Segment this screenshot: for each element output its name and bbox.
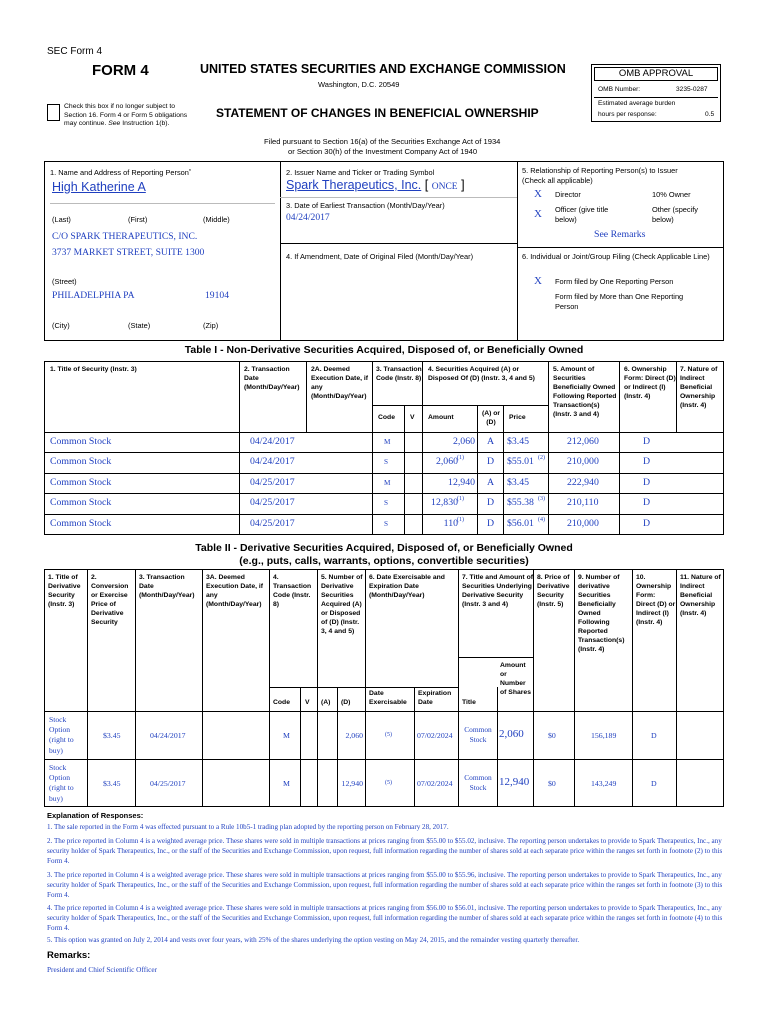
derivatives-owned: 156,189 (591, 731, 617, 740)
transaction-code: S (384, 520, 388, 528)
omb-hours-label: hours per response: (598, 111, 657, 118)
conversion-price: $3.45 (103, 731, 121, 740)
price: $55.01 (507, 456, 534, 467)
t2-a: (A) (321, 699, 331, 706)
disposed-amount: 2,060 (345, 731, 363, 740)
derivative-price: $0 (548, 779, 556, 788)
underlying-title: Common Stock (464, 725, 492, 744)
director-mark[interactable]: X (534, 188, 542, 200)
date-exercisable: (5) (385, 780, 392, 786)
t2-d: (D) (341, 699, 351, 706)
officer-mark[interactable]: X (534, 208, 542, 220)
street-label: (Street) (52, 277, 77, 286)
underlying-amount: 2,060 (499, 728, 524, 740)
security-title: Common Stock (50, 497, 112, 508)
security-title: Common Stock (50, 518, 112, 529)
address-line-1: C/O SPARK THERAPEUTICS, INC. (52, 231, 198, 242)
ownership-form: D (643, 456, 651, 467)
security-title: Common Stock (50, 456, 112, 467)
reporter-label (50, 168, 191, 178)
table2-title-1: Table II - Derivative Securities Acquired, Disposed of, or Beneficially Owned (195, 542, 573, 554)
price: $55.38 (507, 497, 534, 508)
t2-h9: 9. Number of derivative Securities Beneficially Owned Following Reported Transaction(s) (Instr. 4) (578, 574, 625, 653)
t1-price: Price (509, 414, 526, 421)
no-longer-subject-checkbox[interactable] (47, 104, 60, 121)
t1-v: V (410, 414, 415, 421)
checkbox-instructions (64, 103, 194, 129)
transaction-code: S (384, 499, 388, 507)
issuer-name[interactable]: Spark Therapeutics, Inc. (286, 178, 422, 192)
zip-label: (Zip) (203, 321, 219, 330)
other-label: Other (specify below) (652, 205, 699, 224)
expiration-date: 07/02/2024 (417, 779, 453, 788)
t2-h7: 7. Title and Amount of Securities Underlying Derivative Security (Instr. 3 and 4) (462, 574, 533, 608)
t2-date-ex: Date Exercisable (369, 690, 407, 706)
ownership-form: D (643, 518, 651, 529)
disposed-amount: 12,940 (341, 779, 363, 788)
t1-h5: 5. Amount of Securities Beneficially Owned Following Reported Transaction(s) (Instr. 3 and 4) (553, 366, 617, 418)
transaction-date: 04/24/2017 (150, 731, 186, 740)
expiration-date: 07/02/2024 (417, 731, 453, 740)
officer-label: Officer (give title below) (555, 205, 609, 224)
acquired-disposed: A (487, 436, 495, 447)
t2-h10: 10. Ownership Form: Direct (D) or Indirect (I) (Instr. 4) (636, 574, 676, 626)
transaction-date: 04/25/2017 (250, 518, 295, 529)
see-remarks: See Remarks (594, 229, 646, 240)
t2-code: Code (273, 699, 290, 706)
commission-title: UNITED STATES SECURITIES AND EXCHANGE COMMISSION (200, 62, 566, 76)
last-label: (Last) (52, 215, 71, 224)
remarks-text: President and Chief Scientific Officer (47, 965, 158, 974)
price: $3.45 (507, 436, 530, 447)
statement-title: STATEMENT OF CHANGES IN BENEFICIAL OWNERSHIP (216, 106, 539, 120)
more-persons-label: Form filed by More than One Reporting Person (555, 292, 684, 311)
acquired-disposed: D (487, 456, 495, 467)
acquired-disposed: D (487, 518, 495, 529)
derivative-title: Stock Option (right to buy) (49, 715, 74, 755)
t1-h7: 7. Nature of Indirect Beneficial Ownership (Instr. 4) (680, 366, 718, 409)
t2-h11: 11. Nature of Indirect Beneficial Ownership (Instr. 4) (680, 574, 721, 617)
t2-h3: 3. Transaction Date (Month/Day/Year) (139, 574, 195, 599)
omb-number-value: 3235-0287 (676, 86, 708, 93)
price: $56.01 (507, 518, 534, 529)
underlying-amount: 12,940 (499, 776, 530, 788)
earliest-date-label: 3. Date of Earliest Transaction (Month/Day/Year) (286, 201, 445, 210)
checkbox-text: Check this box if no longer subject to Section 16. Form 4 or Form 5 obligations may continue. (64, 103, 188, 128)
ten-percent-owner-label: 10% Owner (652, 190, 691, 199)
director-label: Director (555, 190, 581, 199)
t2-exp: Expiration Date (418, 690, 452, 706)
footnote: 3. The price reported in Column 4 is a weighted average price. These shares were sold in multiple transactions at prices ranging from $55.00 to $55.96, inclusive. The reporting person undertakes to provide to Spark Therapeutics, Inc., any security holder of Spark Therapeutics, Inc., or the staff of the Securities and Exchange Commission, upon request, full information regarding the number of shares sold at each separate price within the ranges set forth in footnote (3) to this Form 4. (47, 871, 723, 899)
date-exercisable: (5) (385, 732, 392, 738)
footnote: 1. The sale reported in the Form 4 was effected pursuant to a Rule 10b5-1 trading plan adopted by the reporting person on February 28, 2017. (47, 823, 449, 831)
ownership-form: D (651, 779, 657, 788)
owned-after: 210,110 (567, 497, 599, 508)
transaction-date: 04/25/2017 (250, 477, 295, 488)
filed-line-1: Filed pursuant to Section 16(a) of the Securities Exchange Act of 1934 (264, 137, 501, 146)
first-label: (First) (128, 215, 148, 224)
owned-after: 210,000 (567, 456, 599, 467)
middle-label: (Middle) (203, 215, 230, 224)
t1-aord: (A) or (D) (481, 410, 501, 426)
reporter-name[interactable]: High Katherine A (52, 180, 146, 194)
amount-footnote: (1) (457, 455, 464, 461)
transaction-date: 04/25/2017 (250, 497, 295, 508)
footnote: 2. The price reported in Column 4 is a weighted average price. These shares were sold in multiple transactions at prices ranging from $55.00 to $55.02, inclusive. The reporting person undertakes to provide to Spark Therapeutics, Inc., any security holder of Spark Therapeutics, Inc., or the staff of the Securities and Exchange Commission, upon request, full information regarding the number of shares sold at each separate price within the ranges set forth in footnote (2) to this Form 4. (47, 837, 723, 865)
ticker-bracket-close: ] (461, 178, 465, 192)
commission-city: Washington, D.C. 20549 (318, 80, 400, 89)
form-title: FORM 4 (92, 62, 149, 79)
t2-amt-col: Amount or Number of Shares (500, 662, 531, 696)
t2-h4: 4. Transaction Code (Instr. 8) (273, 574, 312, 608)
security-title: Common Stock (50, 436, 112, 447)
t2-h6: 6. Date Exercisable and Expiration Date (Month/Day/Year) (369, 574, 445, 599)
t2-title-col: Title (462, 699, 476, 706)
state-label: (State) (128, 321, 151, 330)
t2-h1: 1. Title of Derivative Security (Instr. 3) (48, 574, 81, 608)
reporter-star: * (188, 169, 191, 175)
t1-h4: 4. Securities Acquired (A) or Disposed Of (D) (Instr. 3, 4 and 5) (428, 366, 535, 382)
issuer-label: 2. Issuer Name and Ticker or Trading Symbol (286, 168, 435, 177)
derivative-price: $0 (548, 731, 556, 740)
transaction-date: 04/25/2017 (150, 779, 186, 788)
acquired-disposed: D (487, 497, 495, 508)
t2-h3a: 3A. Deemed Execution Date, if any (Month/Day/Year) (206, 574, 264, 608)
issuer-line (286, 178, 465, 192)
checkbox-instr: Instruction 1(b). (122, 120, 170, 128)
ticker: ONCE (431, 182, 458, 192)
table1 (44, 361, 724, 535)
transaction-code: M (283, 779, 290, 788)
ownership-form: D (643, 436, 651, 447)
t2-v: V (305, 699, 310, 706)
explanation-title: Explanation of Responses: (47, 811, 144, 820)
filed-line-2: or Section 30(h) of the Investment Company Act of 1940 (288, 147, 478, 156)
t2-h5: 5. Number of Derivative Securities Acquired (A) or Disposed of (D) (Instr. 3, 4 and 5) (321, 574, 363, 635)
ticker-bracket-open: [ (424, 178, 429, 192)
amount: 2,060 (452, 436, 475, 447)
city-label: (City) (52, 321, 70, 330)
reporter-label-text: 1. Name and Address of Reporting Person (50, 168, 189, 177)
ownership-form: D (651, 731, 657, 740)
t1-h3: 3. Transaction Code (Instr. 8) (376, 366, 422, 382)
t2-h8: 8. Price of Derivative Security (Instr. 5) (537, 574, 570, 608)
acquired-disposed: A (487, 477, 495, 488)
transaction-code: M (384, 438, 391, 446)
amount-footnote: (1) (457, 517, 464, 523)
footnote: 5. This option was granted on July 2, 2014 and vests over four years, with 25% of the shares underlying the option vesting on May 24, 2015, and the remainder vesting quarterly thereafter. (47, 936, 580, 944)
t1-h2a: 2A. Deemed Execution Date, if any (Month/Day/Year) (311, 366, 369, 400)
transaction-code: M (283, 731, 290, 740)
transaction-code: M (384, 479, 391, 487)
transaction-code: S (384, 458, 388, 466)
security-title: Common Stock (50, 477, 112, 488)
price-footnote: (2) (538, 455, 545, 461)
omb-number-label: OMB Number: (598, 86, 641, 93)
amount: 12,940 (448, 477, 475, 488)
t1-h2: 2. Transaction Date (Month/Day/Year) (244, 366, 300, 391)
t2-h2: 2. Conversion or Exercise Price of Derivative Security (91, 574, 129, 626)
underlying-title: Common Stock (464, 773, 492, 792)
footnote: 4. The price reported in Column 4 is a weighted average price. These shares were sold in multiple transactions at prices ranging from $56.00 to $56.01, inclusive. The reporting person undertakes to provide to Spark Therapeutics, Inc., any security holder of Spark Therapeutics, Inc., or the staff of the Securities and Exchange Commission, upon request, full information regarding the number of shares sold at each separate price within the ranges set forth in footnote (4) to this Form 4. (47, 904, 723, 932)
ownership-form: D (643, 477, 651, 488)
omb-title: OMB APPROVAL (618, 68, 694, 79)
amount: 2,060 (435, 456, 458, 467)
zip-value: 19104 (205, 290, 229, 301)
derivatives-owned: 143,249 (591, 779, 617, 788)
derivative-title: Stock Option (right to buy) (49, 763, 74, 803)
checkbox-see: See (108, 120, 121, 128)
t1-amount: Amount (428, 414, 454, 421)
amount: 12,830 (431, 497, 458, 508)
price-footnote: (4) (538, 517, 545, 523)
amount-footnote: (1) (457, 496, 464, 502)
table1-title: Table I - Non-Derivative Securities Acquired, Disposed of, or Beneficially Owned (184, 344, 584, 356)
table2-title (44, 542, 724, 567)
sec-form-label: SEC Form 4 (47, 46, 103, 57)
transaction-date: 04/24/2017 (250, 436, 295, 447)
t1-h6: 6. Ownership Form: Direct (D) or Indirect (I) (Instr. 4) (624, 366, 676, 400)
address-line-2: 3737 MARKET STREET, SUITE 1300 (52, 247, 205, 258)
owned-after: 212,060 (567, 436, 599, 447)
price-footnote: (3) (538, 496, 545, 502)
one-person-mark[interactable]: X (534, 275, 542, 287)
relationship-sub: (Check all applicable) (522, 176, 593, 185)
one-person-label: Form filed by One Reporting Person (555, 277, 674, 286)
owned-after: 222,940 (567, 477, 599, 488)
table2-title-2: (e.g., puts, calls, warrants, options, convertible securities) (239, 554, 529, 567)
omb-burden-label: Estimated average burden (598, 100, 676, 107)
ownership-form: D (643, 497, 651, 508)
city-value: PHILADELPHIA PA (52, 290, 135, 301)
relationship-label: 5. Relationship of Reporting Person(s) to Issuer (522, 166, 678, 175)
transaction-date: 04/24/2017 (250, 456, 295, 467)
amount: 110 (443, 518, 458, 529)
omb-hours-value: 0.5 (705, 111, 715, 118)
remarks-title: Remarks: (47, 950, 91, 961)
conversion-price: $3.45 (103, 779, 121, 788)
earliest-date-value: 04/24/2017 (286, 212, 330, 223)
group-filing-label: 6. Individual or Joint/Group Filing (Check Applicable Line) (522, 252, 710, 261)
price: $3.45 (507, 477, 530, 488)
t1-code: Code (378, 414, 395, 421)
t1-h1: 1. Title of Security (Instr. 3) (50, 366, 137, 373)
owned-after: 210,000 (567, 518, 599, 529)
amendment-label: 4. If Amendment, Date of Original Filed (Month/Day/Year) (286, 252, 474, 261)
